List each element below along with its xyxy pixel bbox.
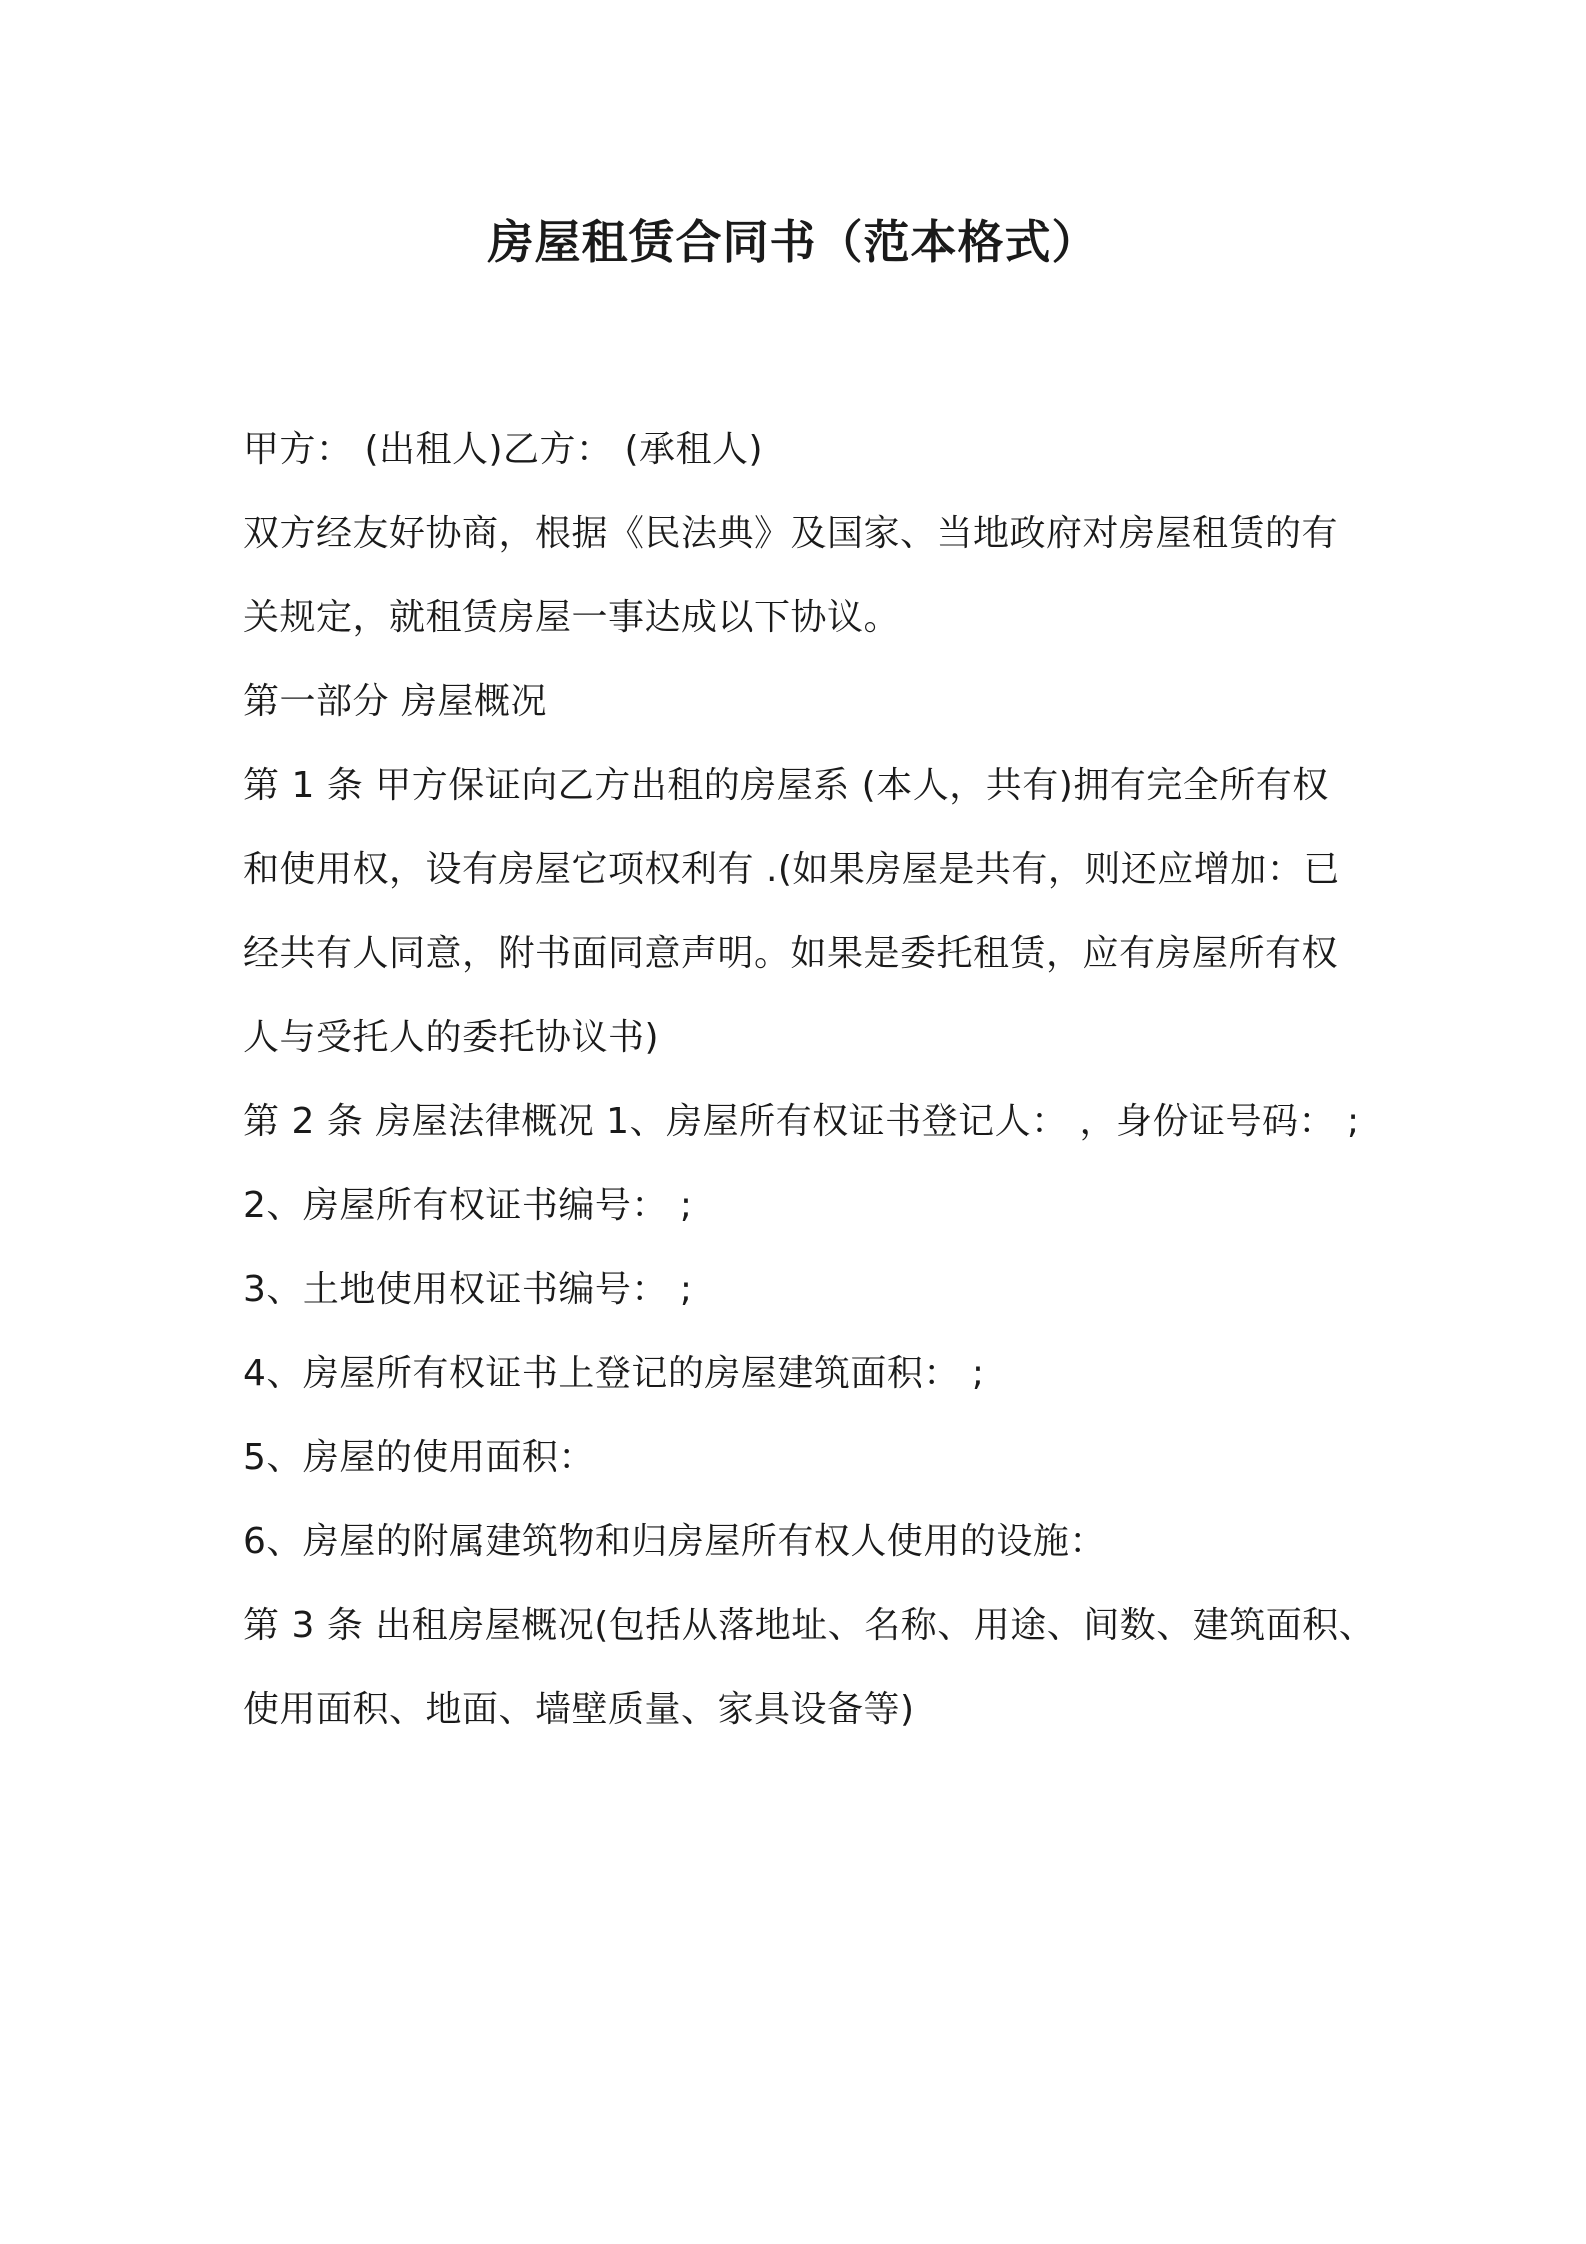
article-1-line-3: 经共有人同意，附书面同意声明。如果是委托租赁，应有房屋所有权 <box>243 933 1339 974</box>
article-2-item-4: 4、房屋所有权证书上登记的房屋建筑面积： ; <box>243 1353 985 1394</box>
article-1-line-4: 人与受托人的委托协议书) <box>243 1017 660 1058</box>
preamble-line-1: 双方经友好协商，根据《民法典》及国家、当地政府对房屋租赁的有 <box>243 513 1339 554</box>
party-line: 甲方： (出租人)乙方： (承租人) <box>243 429 764 470</box>
article-3-line-2: 使用面积、地面、墙壁质量、家具设备等) <box>243 1689 915 1730</box>
document-title: 房屋租赁合同书（范本格式） <box>487 215 1099 269</box>
article-2-line-1: 第 2 条 房屋法律概况 1、房屋所有权证书登记人： ，身份证号码： ; <box>243 1101 1360 1142</box>
article-2-item-2: 2、房屋所有权证书编号： ; <box>243 1185 693 1226</box>
article-1-line-1: 第 1 条 甲方保证向乙方出租的房屋系 (本人，共有)拥有完全所有权 <box>243 765 1329 806</box>
article-1-line-2: 和使用权，设有房屋它项权利有 .(如果房屋是共有，则还应增加：已 <box>243 849 1340 890</box>
document-body <box>243 408 1376 1752</box>
article-2-item-6: 6、房屋的附属建筑物和归房屋所有权人使用的设施： <box>243 1521 1106 1562</box>
article-2-item-5: 5、房屋的使用面积： <box>243 1437 595 1478</box>
preamble-line-2: 关规定，就租赁房屋一事达成以下协议。 <box>243 597 901 638</box>
article-3-line-1: 第 3 条 出租房屋概况(包括从落地址、名称、用途、间数、建筑面积、 <box>243 1605 1376 1646</box>
section-heading-part-1: 第一部分 房屋概况 <box>243 681 547 722</box>
article-2-item-3: 3、土地使用权证书编号： ; <box>243 1269 693 1310</box>
